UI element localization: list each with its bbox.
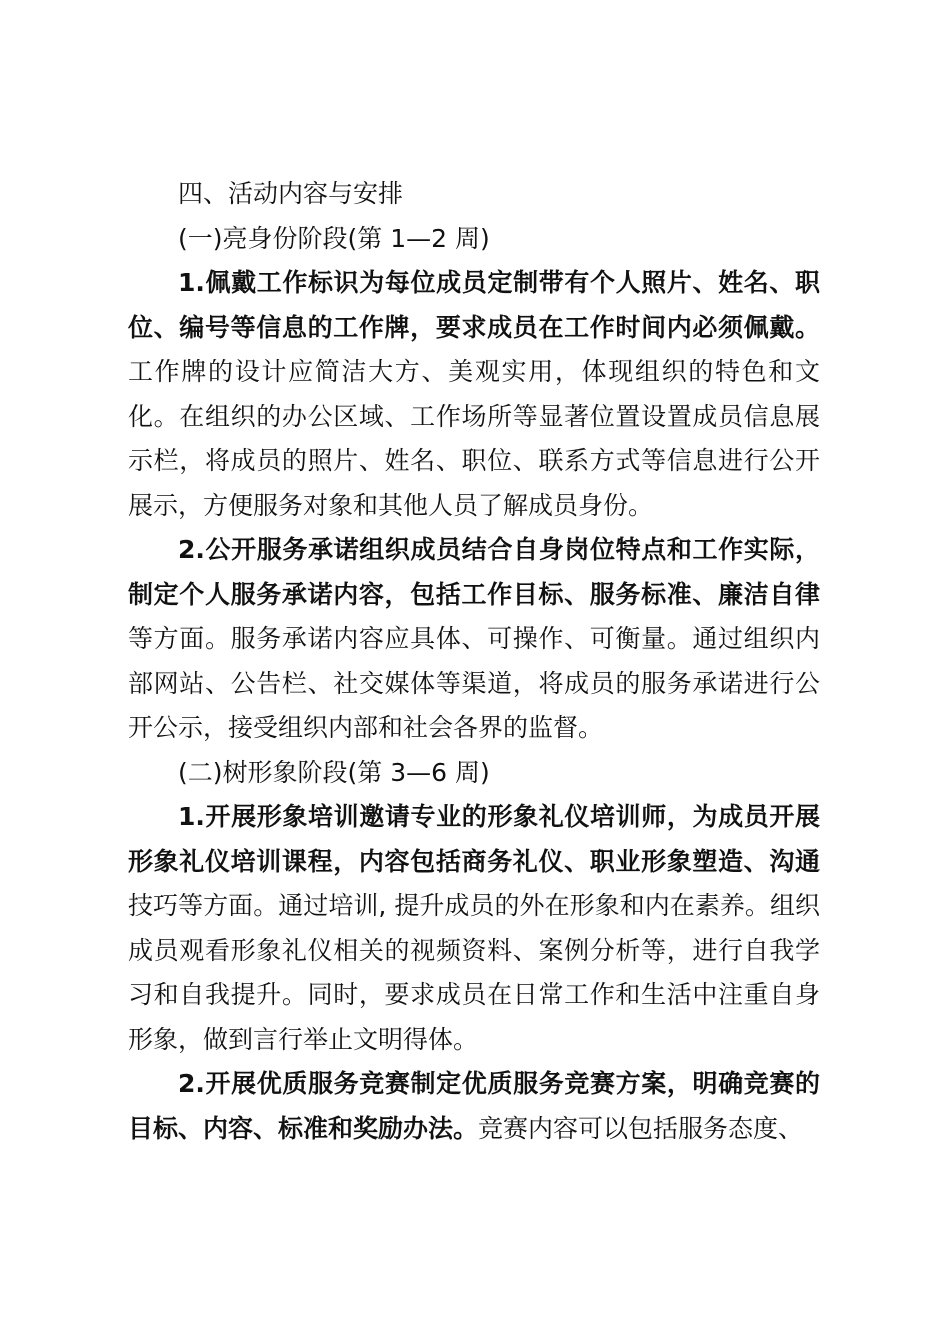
- stage-title: [128, 751, 820, 796]
- stage2-item2-body: 竞赛内容可以包括服务态度、: [478, 1113, 804, 1143]
- paragraph-stage2-item1: [128, 795, 820, 1062]
- stage2-item1-lead: 1.开展形象培训邀请专业的形象礼仪培训师，为成员开展形象礼仪培训课程，内容包括商务礼仪、职业形象塑造、沟通: [128, 802, 820, 876]
- stage1-item2-lead: 2.公开服务承诺组织成员结合自身岗位特点和工作实际，制定个人服务承诺内容，包括工作目标、服务标准、廉洁自律: [128, 535, 820, 609]
- paragraph-stage1-item2: [128, 528, 820, 751]
- stage2-item2-lead: 2.开展优质服务竞赛制定优质服务竞赛方案，明确竞赛的目标、内容、标准和奖励办法。: [128, 1069, 820, 1143]
- stage-title: [128, 217, 820, 262]
- paragraph-stage1-item1: [128, 261, 820, 528]
- section-heading-text: 四、活动内容与安排: [178, 179, 404, 208]
- stage1-item1-lead: 1.佩戴工作标识为每位成员定制带有个人照片、姓名、职位、编号等信息的工作牌，要求成员在工作时间内必须佩戴。: [128, 268, 820, 342]
- section-heading: [128, 172, 820, 217]
- stage1-item2-body: 等方面。服务承诺内容应具体、可操作、可衡量。通过组织内部网站、公告栏、社交媒体等渠道，将成员的服务承诺进行公开公示，接受组织内部和社会各界的监督。: [128, 624, 820, 742]
- document-body: [128, 172, 820, 1151]
- stage2-item1-body: 技巧等方面。通过培训, 提升成员的外在形象和内在素养。组织成员观看形象礼仪相关的视频资料、案例分析等，进行自我学习和自我提升。同时，要求成员在日常工作和生活中注重自身形象，做到言行举止文明得体。: [128, 891, 820, 1054]
- stage1-title-text: (一)亮身份阶段(第 1—2 周): [178, 223, 490, 253]
- stage1-item1-body: 工作牌的设计应简洁大方、美观实用，体现组织的特色和文化。在组织的办公区域、工作场所等显著位置设置成员信息展示栏，将成员的照片、姓名、职位、联系方式等信息进行公开展示，方便服务对象和其他人员了解成员身份。: [128, 357, 820, 520]
- stage2-title-text: (二)树形象阶段(第 3—6 周): [178, 757, 490, 787]
- paragraph-stage2-item2: [128, 1062, 820, 1151]
